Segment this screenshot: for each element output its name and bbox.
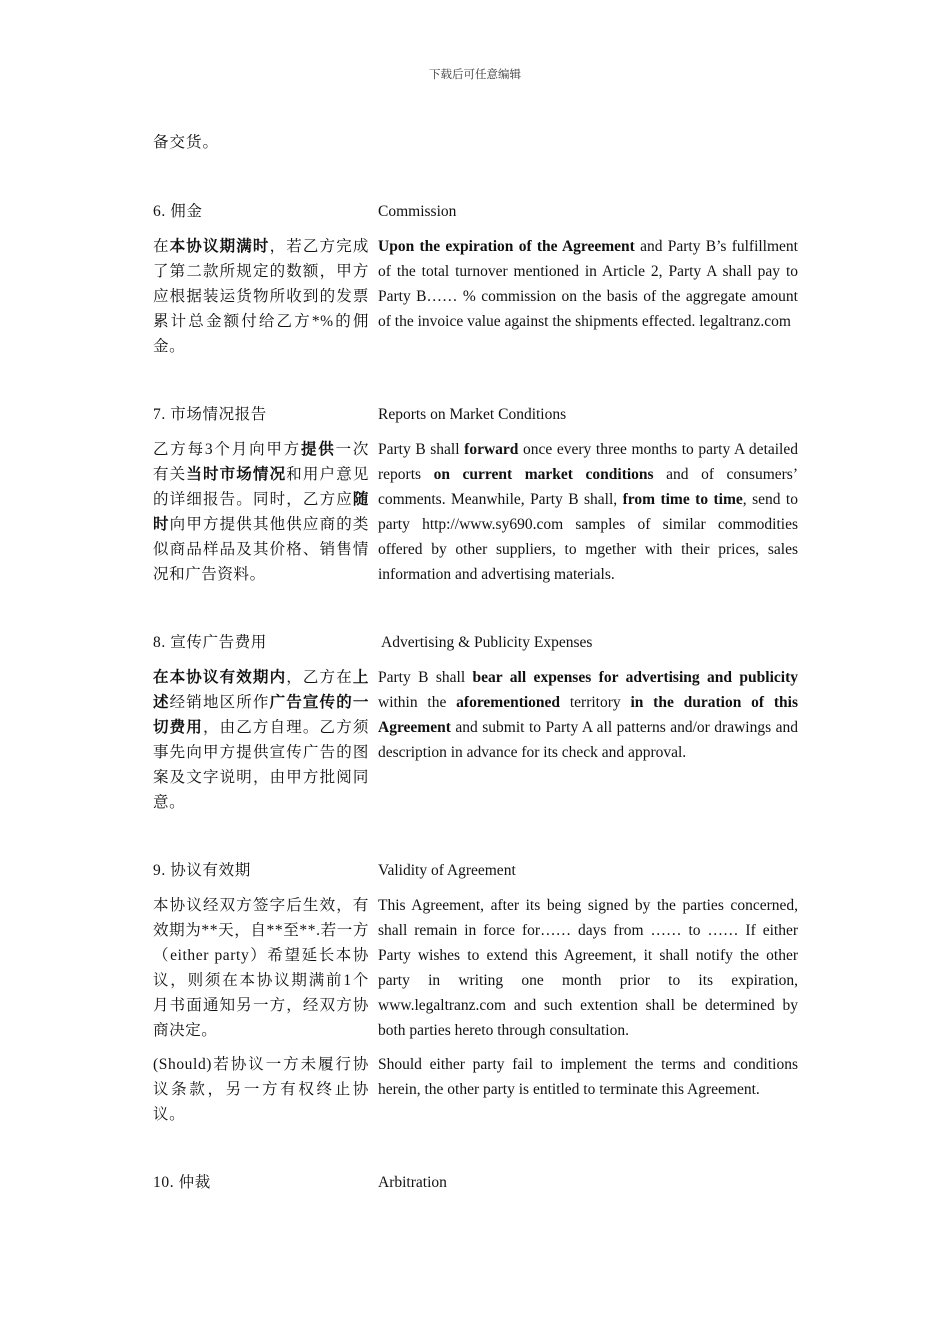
emphasis-text: 随时: [153, 491, 369, 533]
text-run: ，乙方在: [286, 669, 353, 686]
termination-en: Should either party fail to implement the terms and conditions herein, the other party is entitled to terminate this Agreement.: [378, 1056, 798, 1098]
text-run: 和用户意见的详细报告。同时，乙方应: [153, 466, 369, 508]
carryover-text: 备交货。: [153, 134, 220, 151]
clause-en: [378, 437, 798, 587]
emphasis-text: 广告宣传的一切费用: [153, 694, 369, 736]
section-title-en: Advertising & Publicity Expenses: [378, 634, 593, 651]
section-title-zh: 6. 佣金: [153, 203, 203, 220]
clause-en: [378, 234, 798, 359]
emphasis-text: 提供: [300, 441, 336, 458]
section-title-en: Validity of Agreement: [378, 862, 516, 879]
clause-en: [378, 665, 798, 815]
text-run: 经销地区所作: [169, 694, 270, 711]
clause-zh: [153, 665, 369, 815]
clause-zh: [153, 437, 369, 587]
emphasis-text: in the duration of this Agreement: [378, 694, 798, 736]
section-title-zh: 10. 仲裁: [153, 1174, 211, 1191]
section-advertising: [153, 630, 798, 815]
termination-zh: (Should)若协议一方未履行协议条款，另一方有权终止协议。: [153, 1056, 369, 1123]
emphasis-text: 上述: [153, 669, 369, 711]
emphasis-text: on current market conditions: [433, 466, 654, 483]
text-run: Party B shall: [378, 669, 473, 686]
emphasis-text: forward: [464, 441, 519, 458]
emphasis-text: 当时市场情况: [186, 466, 287, 483]
text-run: 一次有关: [153, 441, 369, 483]
text-run: ，若乙方完成了第二款所规定的数额，甲方应根据装运货物所收到的发票累计总金额付给乙方*%的佣金。: [153, 238, 369, 355]
text-run: territory: [560, 694, 631, 711]
text-run: and submit to Party A all patterns and/or drawings and description in advance for its check and approval.: [378, 719, 798, 761]
text-run: within the: [378, 694, 457, 711]
clause-zh: 本协议经双方签字后生效，有效期为**天，自**至**.若一方（either party）希望延长本协议，则须在本协议期满前1个月书面通知另一方，经双方协商决定。: [153, 897, 369, 1039]
text-run: once every three months to party A detailed reports: [378, 441, 798, 483]
clause-en: This Agreement, after its being signed by the parties concerned, shall remain in force for…… days from …… to …… If either Party wishes to extend this Agreement, it shall notify the other party in writing one month prior to its expiration, www.legaltranz.com and such extention shall be determined by both parties hereto through consultation.: [378, 897, 798, 1039]
text-run: , send to party http://www.sy690.com samples of similar commodities offered by other suppliers, to mgether with their prices, sales information and advertising materials.: [378, 491, 798, 583]
emphasis-text: 本协议期满时: [169, 238, 270, 255]
emphasis-text: from time to time: [622, 491, 743, 508]
section-arbitration: [153, 1170, 798, 1205]
section-title-zh: 8. 宣传广告费用: [153, 634, 267, 651]
emphasis-text: aforementioned: [456, 694, 561, 711]
emphasis-text: Upon the expiration of the Agreement: [378, 238, 635, 255]
emphasis-text: bear all expenses for advertising and publicity: [472, 669, 798, 686]
text-run: 乙方每3个月向甲方: [153, 441, 301, 458]
section-market-reports: [153, 402, 798, 587]
emphasis-text: 在本协议有效期内: [153, 669, 287, 686]
clause-zh: [153, 234, 369, 359]
section-title-en: Commission: [378, 203, 457, 220]
section-title-en: Reports on Market Conditions: [378, 406, 567, 423]
text-run: and of consumers’ comments. Meanwhile, Party B shall,: [378, 466, 798, 508]
section-title-zh: 7. 市场情况报告: [153, 406, 267, 423]
text-run: 向甲方提供其他供应商的类似商品样品及其价格、销售情况和广告资料。: [153, 516, 370, 583]
text-run: ，由乙方自理。乙方须事先向甲方提供宣传广告的图案及文字说明，由甲方批阅同意。: [153, 719, 369, 811]
section-title-zh: 9. 协议有效期: [153, 862, 251, 879]
section-validity: [153, 858, 798, 1127]
text-run: Party B shall: [378, 441, 465, 458]
section-title-en: Arbitration: [378, 1174, 447, 1191]
text-run: and Party B’s fulfillment of the total turnover mentioned in Article 2, Party A shall pay to Party B…… % commission on the basis of the aggregate amount of the invoice value against the shipments effected. legaltranz.com: [378, 238, 798, 330]
text-run: 在: [153, 238, 170, 255]
page-header-note: 下载后可任意编辑: [429, 69, 521, 81]
section-commission: [153, 199, 798, 359]
